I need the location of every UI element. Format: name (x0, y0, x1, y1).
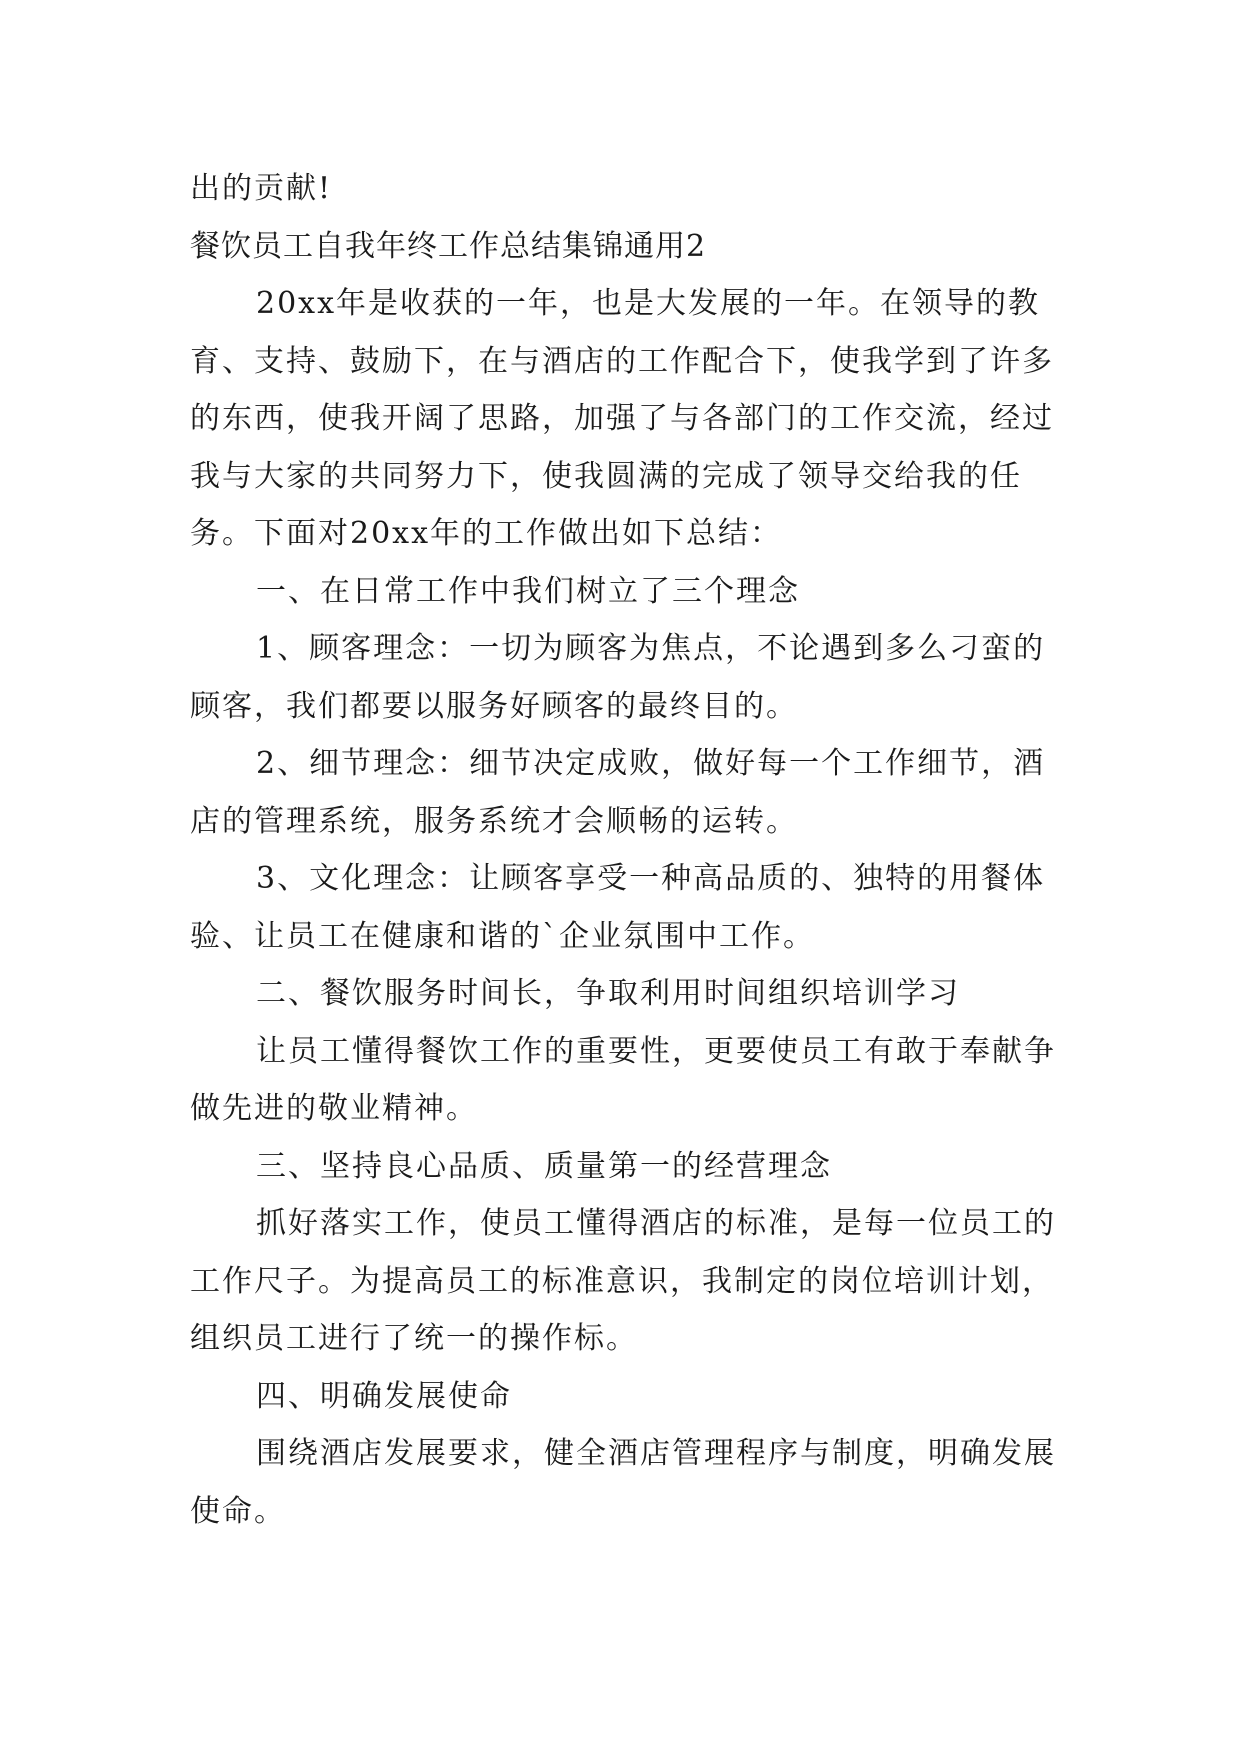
paragraph-standards: 抓好落实工作，使员工懂得酒店的标准，是每一位员工的工作尺子。为提高员工的标准意识，我制定的岗位培训计划，组织员工进行了统一的操作标。 (190, 1206, 1056, 1356)
heading-four: 四、明确发展使命 (256, 1378, 512, 1414)
paragraph-continuation: 出的贡献! (190, 171, 333, 206)
paragraph-training: 让员工懂得餐饮工作的重要性，更要使员工有敢于奉献争做先进的敬业精神。 (190, 1033, 1056, 1126)
paragraph-customer-concept: 1、顾客理念：一切为顾客为焦点，不论遇到多么刁蛮的顾客，我们都要以服务好顾客的最终目的。 (190, 631, 1046, 724)
paragraph-detail-concept: 2、细节理念：细节决定成败，做好每一个工作细节，酒店的管理系统，服务系统才会顺畅的运转。 (190, 746, 1046, 839)
heading-three: 三、坚持良心品质、质量第一的经营理念 (256, 1148, 832, 1184)
heading-two: 二、餐饮服务时间长，争取利用时间组织培训学习 (256, 976, 960, 1011)
paragraph-culture-concept: 3、文化理念：让顾客享受一种高品质的、独特的用餐体验、让员工在健康和谐的`企业氛围中工作。 (190, 861, 1046, 954)
section-title: 餐饮员工自我年终工作总结集锦通用2 (190, 228, 707, 264)
document-body (190, 160, 1070, 1540)
heading-one: 一、在日常工作中我们树立了三个理念 (256, 573, 800, 609)
paragraph-intro: 20xx年是收获的一年，也是大发展的一年。在领导的教育、支持、鼓励下，在与酒店的工作配合下，使我学到了许多的东西，使我开阔了思路，加强了与各部门的工作交流，经过我与大家的共同努力下，使我圆满的完成了领导交给我的任务。下面对20xx年的工作做出如下总结： (190, 286, 1054, 551)
paragraph-mission: 围绕酒店发展要求，健全酒店管理程序与制度，明确发展使命。 (190, 1436, 1056, 1529)
